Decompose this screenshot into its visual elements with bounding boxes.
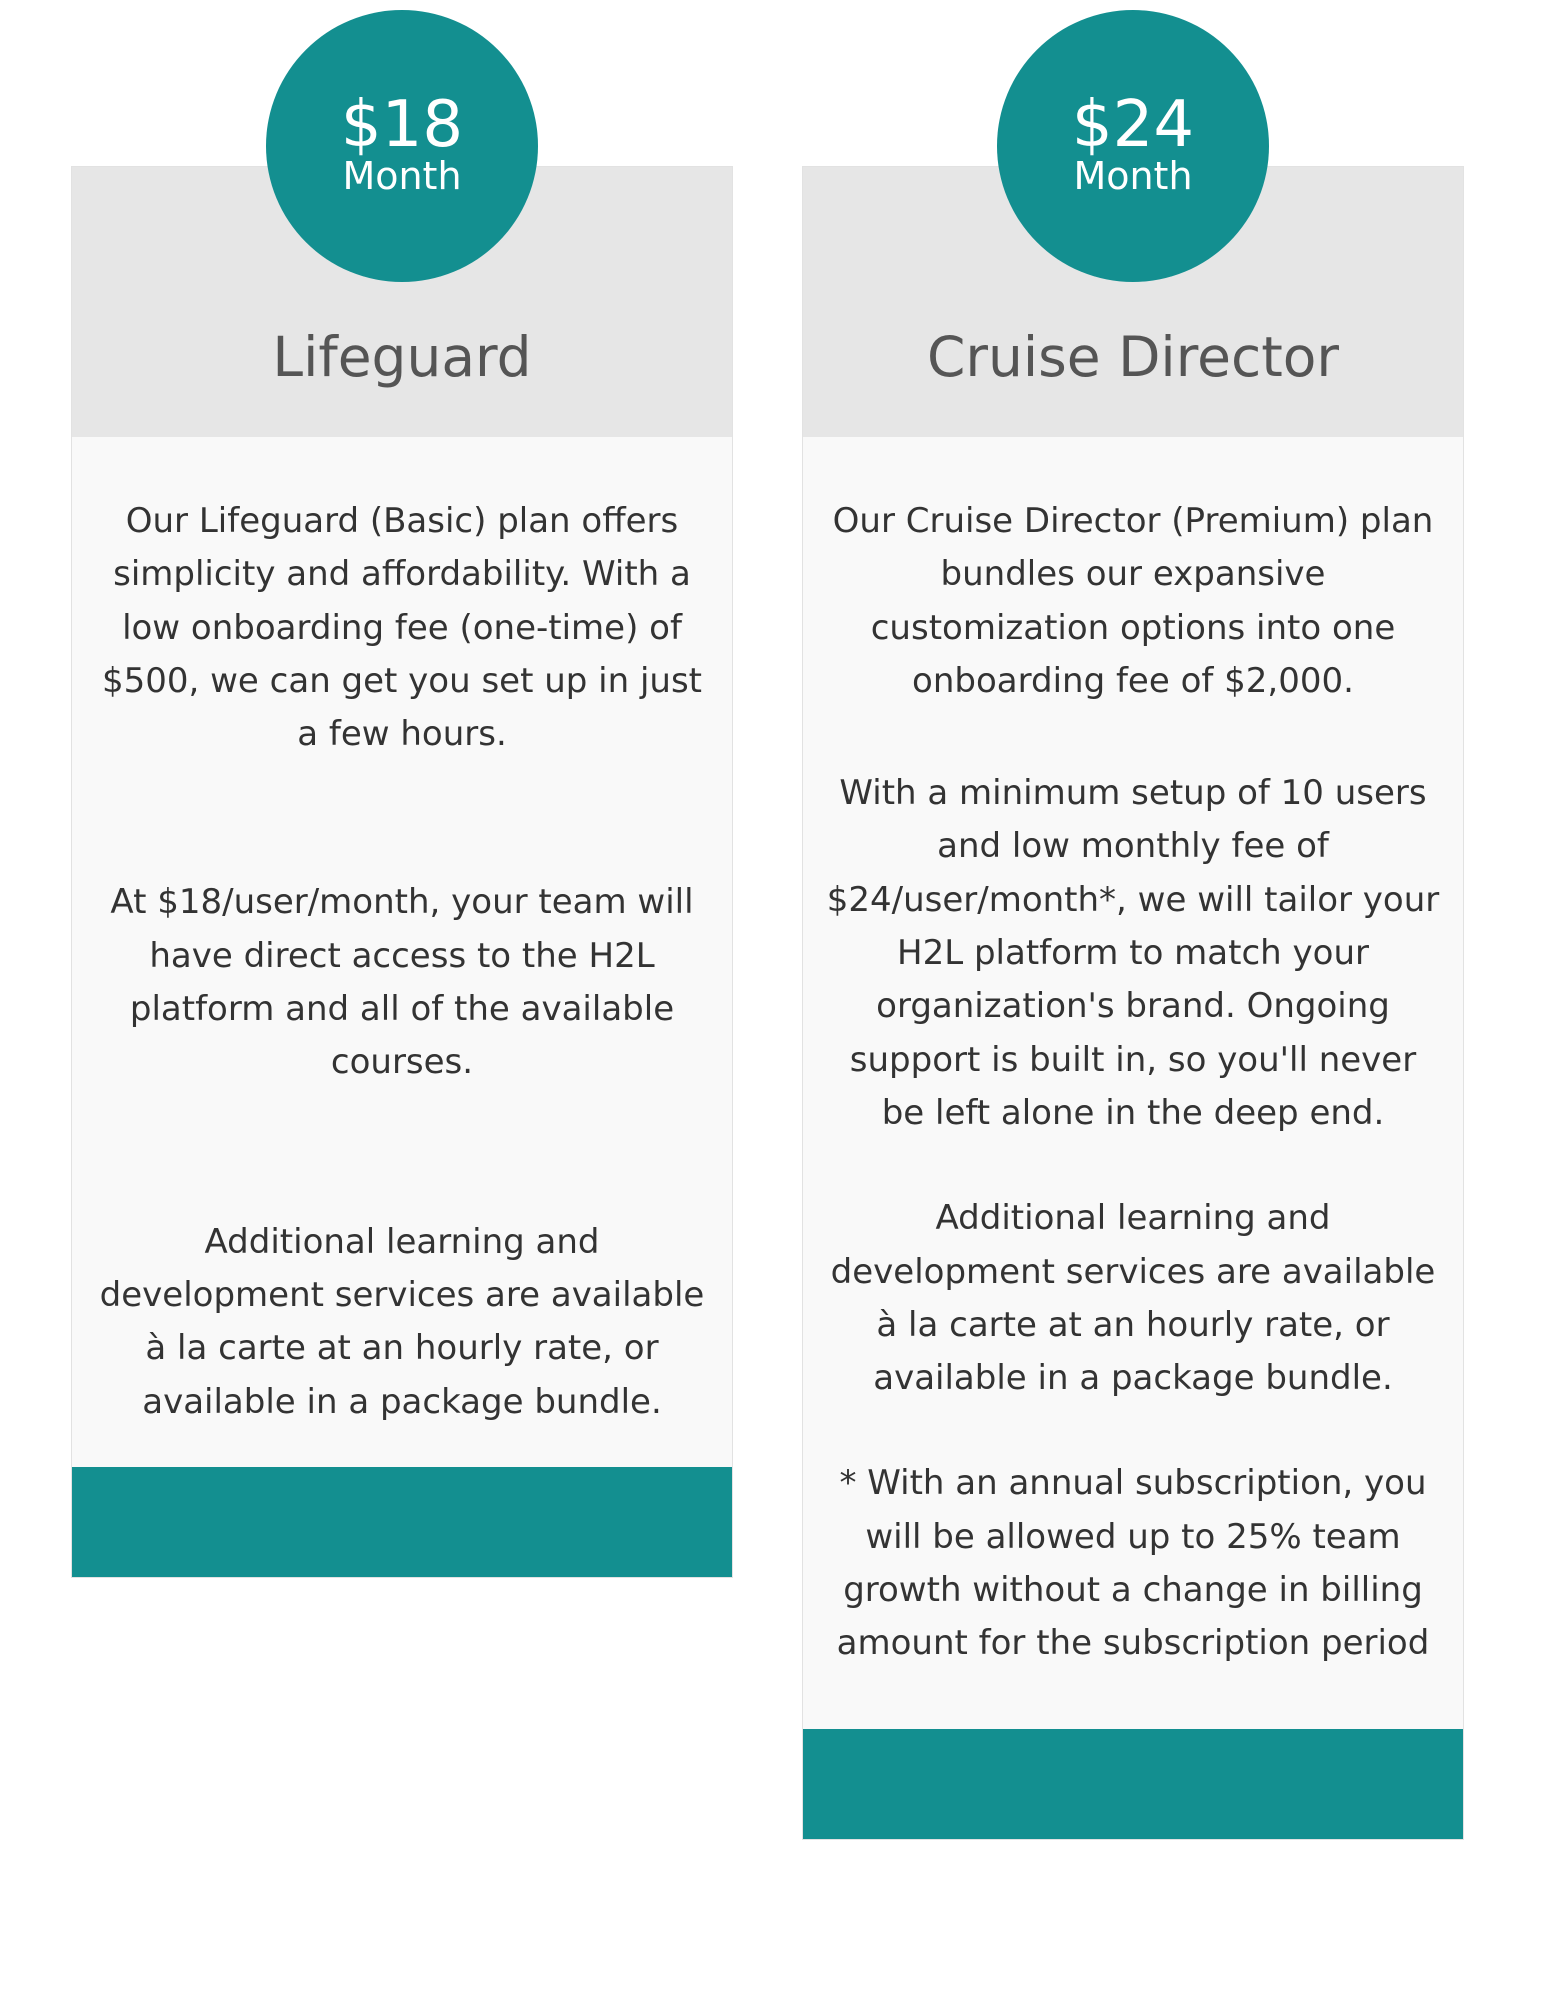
plan-description: With a minimum setup of 10 users and low monthly fee of $24/user/month*, we will tailor your H2L platform to match your organization's brand. Ongoing support is built in, so you'll never be left alone in the deep end. [826, 773, 1440, 1133]
plan-description: At $18/user/month, your team will have direct access to the H2L platform and all of the available courses. [110, 882, 694, 1083]
signup-button[interactable] [803, 1729, 1463, 1839]
plan-description: Additional learning and development services are available à la carte at an hourly rate, or available in a package bundle. [99, 1221, 705, 1422]
plan-description: Our Lifeguard (Basic) plan offers simplicity and affordability. With a low onboarding fee (one-time) of $500, we can get you set up in just a few hours. [101, 501, 703, 755]
plan-description: Our Cruise Director (Premium) plan bundles our expansive customization options into one onboarding fee of $2,000. [832, 501, 1434, 701]
price-period: Month [342, 154, 462, 198]
card-body [72, 495, 732, 1429]
card-body [803, 495, 1463, 1671]
price-amount: $18 [340, 88, 464, 162]
signup-button[interactable] [72, 1467, 732, 1577]
pricing-card-cruise-director [802, 166, 1464, 1840]
plan-name: Cruise Director [926, 325, 1340, 389]
plan-description: Additional learning and development services are available à la carte at an hourly rate, or available in a package bundle. [830, 1198, 1436, 1399]
price-badge [266, 10, 538, 282]
price-period: Month [1073, 154, 1193, 198]
price-badge [997, 10, 1269, 282]
plan-name: Lifeguard [272, 325, 532, 389]
plan-description: * With an annual subscription, you will be allowed up to 25% team growth without a change in billing amount for the subscription period [836, 1463, 1430, 1664]
pricing-card-lifeguard [71, 166, 733, 1578]
price-amount: $24 [1071, 88, 1195, 162]
